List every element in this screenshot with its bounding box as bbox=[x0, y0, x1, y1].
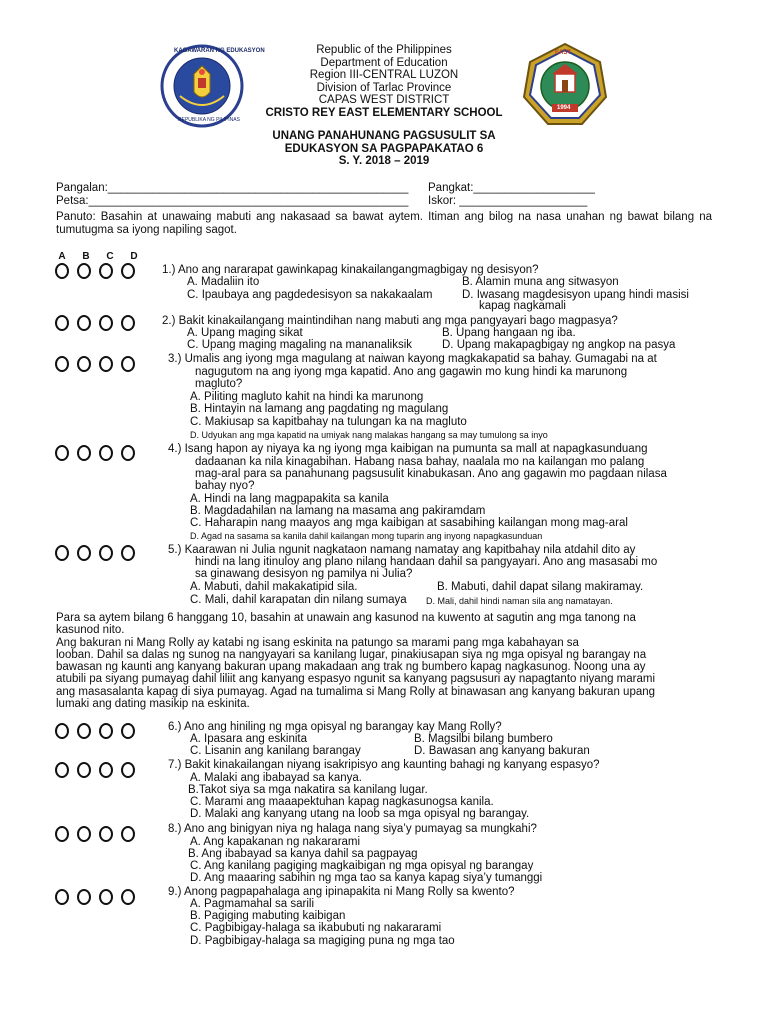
exam-title-line2: EDUKASYON SA PAGPAPAKATAO 6 bbox=[284, 142, 484, 155]
q3-stem-line2: nagugutom na ang iyong mga kapatid. Ano ang gagawin mo kung hindi ka marunong bbox=[195, 366, 628, 378]
choice-header-c: C bbox=[106, 251, 114, 262]
passage-intro-line1: Para sa aytem bilang 6 hanggang 10, basahin at unawain ang kasunod na kuwento at sagutin ang mga tanong na bbox=[56, 612, 636, 624]
q7-stem: 7.) Bakit kinakailangan niyang isakripisyo ang kaunting bahagi ng kanyang espasyo? bbox=[168, 759, 600, 771]
bubble-q6-d[interactable] bbox=[121, 723, 135, 739]
bubble-q2-b[interactable] bbox=[77, 315, 91, 331]
q2-choice-c: C. Upang maging magaling na mananaliksik bbox=[187, 339, 413, 351]
bubble-q6-a[interactable] bbox=[55, 723, 69, 739]
bubble-q6-c[interactable] bbox=[99, 723, 113, 739]
answer-bubbles-q7 bbox=[55, 762, 135, 778]
bubble-q9-d[interactable] bbox=[121, 889, 135, 905]
bubble-q7-a[interactable] bbox=[55, 762, 69, 778]
bubble-q1-d[interactable] bbox=[121, 263, 135, 279]
answer-bubbles-q6 bbox=[55, 723, 135, 739]
seal-bottom-text: REPUBLIKA NG PILIPINAS bbox=[178, 117, 240, 123]
q9-choice-d: D. Pagbibigay-halaga sa magiging puna ng mga tao bbox=[190, 935, 455, 947]
q3-choice-a: A. Piliting magluto kahit na hindi ka marunong bbox=[190, 391, 424, 403]
header-line-region: Region III-CENTRAL LUZON bbox=[309, 69, 459, 81]
bubble-q8-b[interactable] bbox=[77, 826, 91, 842]
q8-choice-b: B. Ang ibabayad sa kanya dahil sa pagpayag bbox=[188, 848, 418, 860]
answer-bubbles-q1 bbox=[55, 263, 135, 279]
q5-stem-line1: 5.) Kaarawan ni Julia ngunit nagkataon namang namatay ang kapitbahay nila atdahil dito ay bbox=[168, 544, 636, 556]
q8-stem: 8.) Ano ang binigyan niya ng halaga nang siya’y pumayag sa mungkahi? bbox=[168, 823, 537, 835]
choice-header-d: D bbox=[130, 251, 138, 262]
q8-choice-c: C. Ang kanilang pagiging magkaibigan ng mga opisyal ng barangay bbox=[190, 860, 534, 872]
answer-bubbles-q3 bbox=[55, 356, 135, 372]
passage-line1: Ang bakuran ni Mang Rolly ay katabi ng isang eskinita na patungo sa marami pang mga kabahayan sa bbox=[56, 637, 579, 649]
q6-choice-c: C. Lisanin ang kanilang barangay bbox=[190, 745, 361, 757]
answer-bubbles-q4 bbox=[55, 445, 135, 461]
q9-choice-a: A. Pagmamahal sa sarili bbox=[190, 898, 314, 910]
q1-choice-a: A. Madaliin ito bbox=[187, 276, 260, 288]
bubble-q5-c[interactable] bbox=[99, 545, 113, 561]
pangkat-field[interactable]: Pangkat:___________________ bbox=[428, 182, 595, 194]
q2-choice-b: B. Upang hangaan ng iba. bbox=[442, 327, 576, 339]
q6-stem: 6.) Ano ang hiniling ng mga opisyal ng barangay kay Mang Rolly? bbox=[168, 721, 502, 733]
bubble-q8-d[interactable] bbox=[121, 826, 135, 842]
q4-choice-b: B. Magdadahilan na lamang na masama ang pakiramdam bbox=[190, 505, 486, 517]
bubble-q4-d[interactable] bbox=[121, 445, 135, 461]
q7-choice-d: D. Malaki ang kanyang utang na loob sa mga opisyal ng barangay. bbox=[190, 808, 530, 820]
q7-choice-a: A. Malaki ang ibabayad sa kanya. bbox=[190, 772, 362, 784]
choice-header-b: B bbox=[82, 251, 90, 262]
exam-title-line1: UNANG PANAHUNANG PAGSUSULIT SA bbox=[272, 130, 496, 142]
q7-choice-b: B.Takot siya sa mga nakatira sa kanilang lugar. bbox=[188, 784, 428, 796]
pangalan-field[interactable]: Pangalan:_______________________________________________ bbox=[56, 182, 409, 194]
answer-bubbles-q9 bbox=[55, 889, 135, 905]
header-line-division: Division of Tarlac Province bbox=[316, 81, 452, 94]
q5-choice-d: D. Mali, dahil hindi naman sila ang namatayan. bbox=[426, 596, 613, 606]
q5-choice-a: A. Mabuti, dahil makakatipid sila. bbox=[190, 581, 358, 593]
passage-line5: ang masasalanta kapag di siya pumayag. Agad na tumalima si Mang Rolly at binawasan ang kanyang bakuran upang bbox=[56, 686, 656, 698]
answer-bubbles-q8 bbox=[55, 826, 135, 842]
bubble-q4-b[interactable] bbox=[77, 445, 91, 461]
q4-choice-c: C. Haharapin nang maayos ang mga kaibigan at sasabihing kailangan mong mag-aral bbox=[190, 517, 628, 529]
bubble-q2-a[interactable] bbox=[55, 315, 69, 331]
bubble-q7-b[interactable] bbox=[77, 762, 91, 778]
passage-line6: lumaki ang dating masikip na eskinita. bbox=[56, 698, 250, 710]
q8-choice-d: D. Ang maaaring sabihin ng mga tao sa kanya kapag siya’y tumanggi bbox=[190, 872, 543, 884]
passage-line4: atubili pa siyang pumayag dahil liliit ang kanyang espasyo ngunit sa kanyang pagsusuri ay napagtanto niyang marami bbox=[56, 673, 656, 685]
seal-top-text: KAGAWARAN NG EDUKASYON bbox=[174, 48, 265, 54]
q3-choice-b: B. Hintayin na lamang ang pagdating ng magulang bbox=[190, 403, 449, 415]
q5-stem-line3: sa ginawang desisyon ng pamilya ni Julia? bbox=[195, 568, 413, 580]
q2-choice-d: D. Upang makapagbigay ng angkop na pasya bbox=[442, 339, 676, 351]
exam-title-line3: S. Y. 2018 – 2019 bbox=[338, 155, 430, 167]
q4-stem-line4: bahay nyo? bbox=[195, 480, 255, 492]
q4-stem-line3: mag-aral para sa panahunang pagsusulit kinabukasan. Ano ang gagawin mo pagdaan nilasa bbox=[195, 468, 667, 480]
q2-choice-a: A. Upang maging sikat bbox=[187, 327, 303, 339]
choice-headers bbox=[57, 251, 139, 262]
q9-stem: 9.) Anong pagpapahalaga ang ipinapakita ni Mang Rolly sa kwento? bbox=[168, 886, 515, 898]
q4-stem-line2: dadaanan ka nila kinagabihan. Habang nasa bahay, naalala mo na kailangan mo palang bbox=[195, 456, 645, 468]
q6-choice-a: A. Ipasara ang eskinita bbox=[190, 733, 307, 745]
q2-stem: 2.) Bakit kinakailangang maintindihan nang mabuti ang mga pangyayari bago magpasya? bbox=[162, 315, 618, 327]
bubble-q7-d[interactable] bbox=[121, 762, 135, 778]
q5-choice-b: B. Mabuti, dahil dapat silang makiramay. bbox=[437, 581, 644, 593]
bubble-q1-b[interactable] bbox=[77, 263, 91, 279]
bubble-q3-c[interactable] bbox=[99, 356, 113, 372]
q1-stem: 1.) Ano ang nararapat gawinkapag kinakailangangmagbigay ng desisyon? bbox=[162, 264, 539, 276]
school-name: CRISTO REY EAST ELEMENTARY SCHOOL bbox=[265, 106, 503, 119]
bubble-q8-c[interactable] bbox=[99, 826, 113, 842]
bubble-q1-c[interactable] bbox=[99, 263, 113, 279]
bubble-q5-b[interactable] bbox=[77, 545, 91, 561]
choice-header-a: A bbox=[58, 251, 66, 262]
petsa-field[interactable]: Petsa:__________________________________________________ bbox=[56, 195, 409, 207]
q3-choice-d: D. Udyukan ang mga kapatid na umiyak nang malakas hangang sa may tumulong sa inyo bbox=[190, 430, 548, 440]
bubble-q3-a[interactable] bbox=[55, 356, 69, 372]
header-block bbox=[0, 44, 768, 119]
q1-choice-d-cont: kapag nagkamali bbox=[479, 300, 566, 312]
passage-line3: bawasan ng kaunti ang kanyang bakuran upang makadaan ang trak ng bumbero kapag nagkasunog. Noong una ay bbox=[56, 661, 646, 673]
passage-intro-line2: kasunod nito. bbox=[56, 624, 125, 636]
header-line-republic: Republic of the Philippines bbox=[316, 44, 452, 56]
bubble-q3-b[interactable] bbox=[77, 356, 91, 372]
exam-title bbox=[0, 130, 768, 168]
q9-choice-b: B. Pagiging mabuting kaibigan bbox=[190, 910, 346, 922]
answer-bubbles-q5 bbox=[55, 545, 135, 561]
bubble-q6-b[interactable] bbox=[77, 723, 91, 739]
answer-bubbles-q2 bbox=[55, 315, 135, 331]
q3-stem-line3: magluto? bbox=[195, 378, 243, 390]
bubble-q4-a[interactable] bbox=[55, 445, 69, 461]
q5-stem-line2: hindi na lang itinuloy ang plano nilang handaan dahil sa pangyayari. Ano ang masasabi mo bbox=[195, 556, 658, 568]
bubble-q7-c[interactable] bbox=[99, 762, 113, 778]
q6-choice-d: D. Bawasan ang kanyang bakuran bbox=[414, 745, 590, 757]
bubble-q9-c[interactable] bbox=[99, 889, 113, 905]
q4-choice-a: A. Hindi na lang magpapakita sa kanila bbox=[190, 493, 389, 505]
q8-choice-a: A. Ang kapakanan ng nakararami bbox=[190, 836, 361, 848]
bubble-q8-a[interactable] bbox=[55, 826, 69, 842]
bubble-q9-b[interactable] bbox=[77, 889, 91, 905]
school-logo-east: EAST bbox=[555, 50, 572, 56]
bubble-q9-a[interactable] bbox=[55, 889, 69, 905]
q1-choice-d: D. Iwasang magdesisyon upang hindi masisi bbox=[462, 289, 689, 301]
q3-choice-c: C. Makiusap sa kapitbahay na tulungan ka na magluto bbox=[190, 416, 467, 428]
bubble-q2-d[interactable] bbox=[121, 315, 135, 331]
bubble-q2-c[interactable] bbox=[99, 315, 113, 331]
iskor-field[interactable]: Iskor: ____________________ bbox=[428, 195, 588, 207]
header-line-district: CAPAS WEST DISTRICT bbox=[318, 94, 450, 106]
bubble-q1-a[interactable] bbox=[55, 263, 69, 279]
q6-choice-b: B. Magsilbi bilang bumbero bbox=[414, 733, 553, 745]
header-line-deped: Department of Education bbox=[320, 56, 448, 69]
instructions: Panuto: Basahin at unawaing mabuti ang nakasaad sa bawat aytem. Itiman ang bilog na nasa unahan ng bawat bilang na tumutugma sa iyong napiling sagot. bbox=[56, 211, 712, 236]
bubble-q3-d[interactable] bbox=[121, 356, 135, 372]
q1-choice-c: C. Ipaubaya ang pagdedesisyon sa nakakaalam bbox=[187, 289, 433, 301]
q9-choice-c: C. Pagbibigay-halaga sa ikabubuti ng nakararami bbox=[190, 922, 442, 934]
q7-choice-c: C. Marami ang maaapektuhan kapag nagkasunogsa kanila. bbox=[190, 796, 494, 808]
q5-choice-c: C. Mali, dahil karapatan din nilang sumaya bbox=[190, 594, 407, 606]
school-logo-year: 1994 bbox=[557, 105, 571, 111]
bubble-q5-d[interactable] bbox=[121, 545, 135, 561]
bubble-q5-a[interactable] bbox=[55, 545, 69, 561]
q4-stem-line1: 4.) Isang hapon ay niyaya ka ng iyong mga kaibigan na pumunta sa mall at napagkasunduang bbox=[168, 443, 648, 455]
passage-line2: looban. Dahil sa dalas ng sunog na nangyayari sa kanilang lugar, pinakiusapan siya ng mga opisyal ng barangay na bbox=[56, 649, 647, 661]
q3-stem-line1: 3.) Umalis ang iyong mga magulang at naiwan kayong magkakapatid sa bahay. Gumagabi na at bbox=[168, 353, 657, 365]
q1-choice-b: B. Alamin muna ang sitwasyon bbox=[462, 276, 619, 288]
bubble-q4-c[interactable] bbox=[99, 445, 113, 461]
q4-choice-d: D. Agad na sasama sa kanila dahil kailangan mong tuparin ang inyong napagkasunduan bbox=[190, 531, 543, 541]
